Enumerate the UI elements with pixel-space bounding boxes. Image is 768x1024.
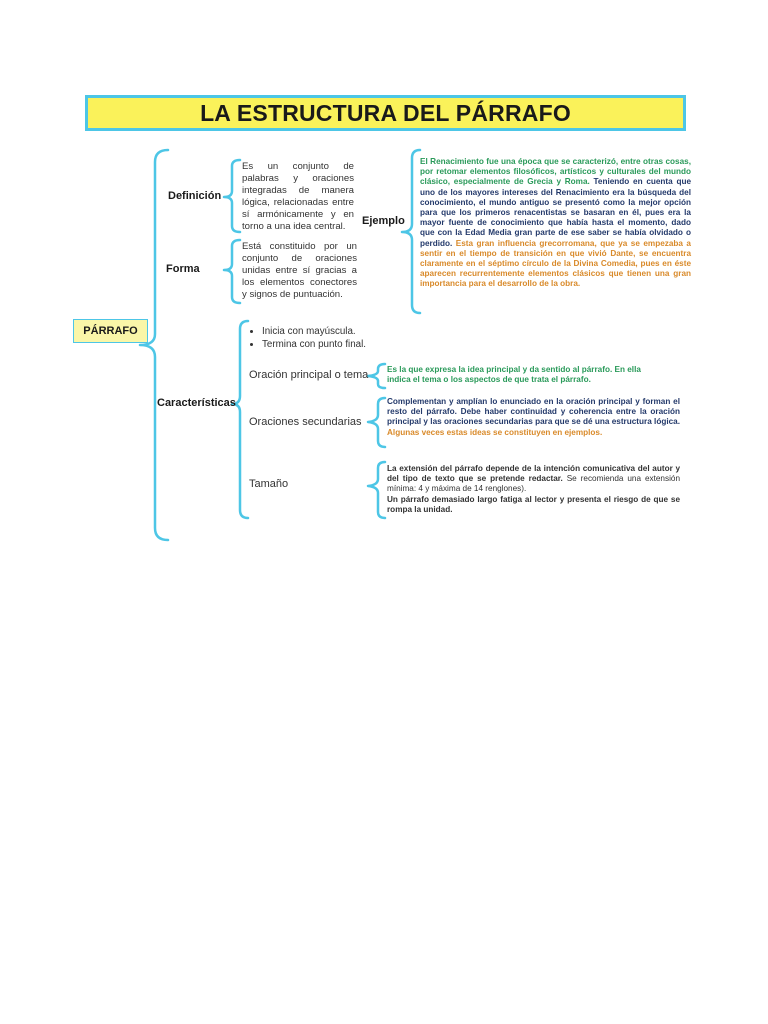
- oraciones-secundarias-text: [387, 397, 680, 438]
- caracteristicas-bracket: [232, 321, 248, 518]
- oraciones-secundarias-text-part2: Algunas veces estas ideas se constituyen en ejemplos.: [387, 427, 603, 437]
- ejemplo-text-part3: Esta gran influencia grecorromana, que ya se empezaba a sentir en el tiempo de transición en que vivió Dante, se encuentra claramente en el séptimo círculo de la Divina Comedia, pues en éste aparecen recurrentemente elementos clásicos que tienen una gran importancia para el desarrollo de la obra.: [420, 238, 691, 289]
- ejemplo-text-part2: Teniendo en cuenta que uno de los mayores intereses del Renacimiento era la búsqueda del conocimiento, el mundo antiguo se presentó como la mejor opción para que los primeros renacentistas se basaran en él, pues era la mayor fuente de conocimiento que había hasta el momento, dado que con la Edad Media gran parte de ese saber se había olvidado o perdido.: [420, 177, 692, 248]
- tamano-text: [387, 464, 680, 515]
- definicion-text: Es un conjunto de palabras y oraciones integradas de manera lógica, relacionadas entre sí armónicamente y en torno a una idea central.: [242, 161, 354, 232]
- caracteristicas-label: Características: [157, 397, 236, 409]
- oraciones-secundarias-text-part1: Complementan y amplían lo enunciado en la oración principal y forman el resto del párrafo. Debe haber continuidad y coherencia entre la oración principal y las oraciones secundarias para que se dé una estructura lógica.: [387, 397, 680, 427]
- oracion-principal-text: Es la que expresa la idea principal y da sentido al párrafo. En ella indica el tema o los aspectos de que trata el párrafo.: [387, 365, 641, 385]
- tamano-text-part1: La extensión del párrafo depende de la intención comunicativa del autor y del tipo de texto que se pretende redactar.: [387, 464, 680, 484]
- oraciones-secundarias-label: Oraciones secundarias: [249, 416, 362, 428]
- ejemplo-text-part1: El Renacimiento fue una época que se caracterizó, entre otras cosas, por retomar elementos filosóficos, artísticos y culturales del mundo clásico, especialmente de Grecia y Roma.: [420, 157, 691, 187]
- oracion-principal-label: Oración principal o tema: [249, 369, 369, 381]
- ejemplo-text: [420, 157, 691, 290]
- tamano-text-part3: Un párrafo demasiado largo fatiga al lector y presenta el riesgo de que se rompa la unidad.: [387, 494, 680, 514]
- forma-bracket: [224, 240, 240, 303]
- tamano-bracket: [368, 462, 385, 518]
- oracion-principal-bracket: [368, 364, 385, 388]
- oraciones-secundarias-bracket: [368, 398, 385, 447]
- caracteristicas-bullets: [248, 326, 366, 351]
- definicion-bracket: [224, 160, 240, 232]
- ejemplo-label: Ejemplo: [362, 215, 405, 227]
- forma-text: Está constituido por un conjunto de oraciones unidas entre sí gracias a los elementos conectores y signos de puntuación.: [242, 241, 357, 300]
- bullet-item: • Termina con punto final.: [262, 339, 366, 352]
- tamano-text-part2: Se recomienda una extensión mínima: 4 y máxima de 14 renglones).: [387, 474, 680, 494]
- tamano-label: Tamaño: [249, 478, 289, 490]
- root-bracket: [140, 150, 168, 540]
- ejemplo-bracket: [402, 150, 420, 313]
- forma-label: Forma: [166, 263, 200, 275]
- page-title: LA ESTRUCTURA DEL PÁRRAFO: [85, 95, 686, 131]
- definicion-label: Definición: [168, 190, 222, 202]
- root-node-parrafo: PÁRRAFO: [73, 319, 148, 343]
- bullet-item: • Inicia con mayúscula.: [262, 326, 366, 339]
